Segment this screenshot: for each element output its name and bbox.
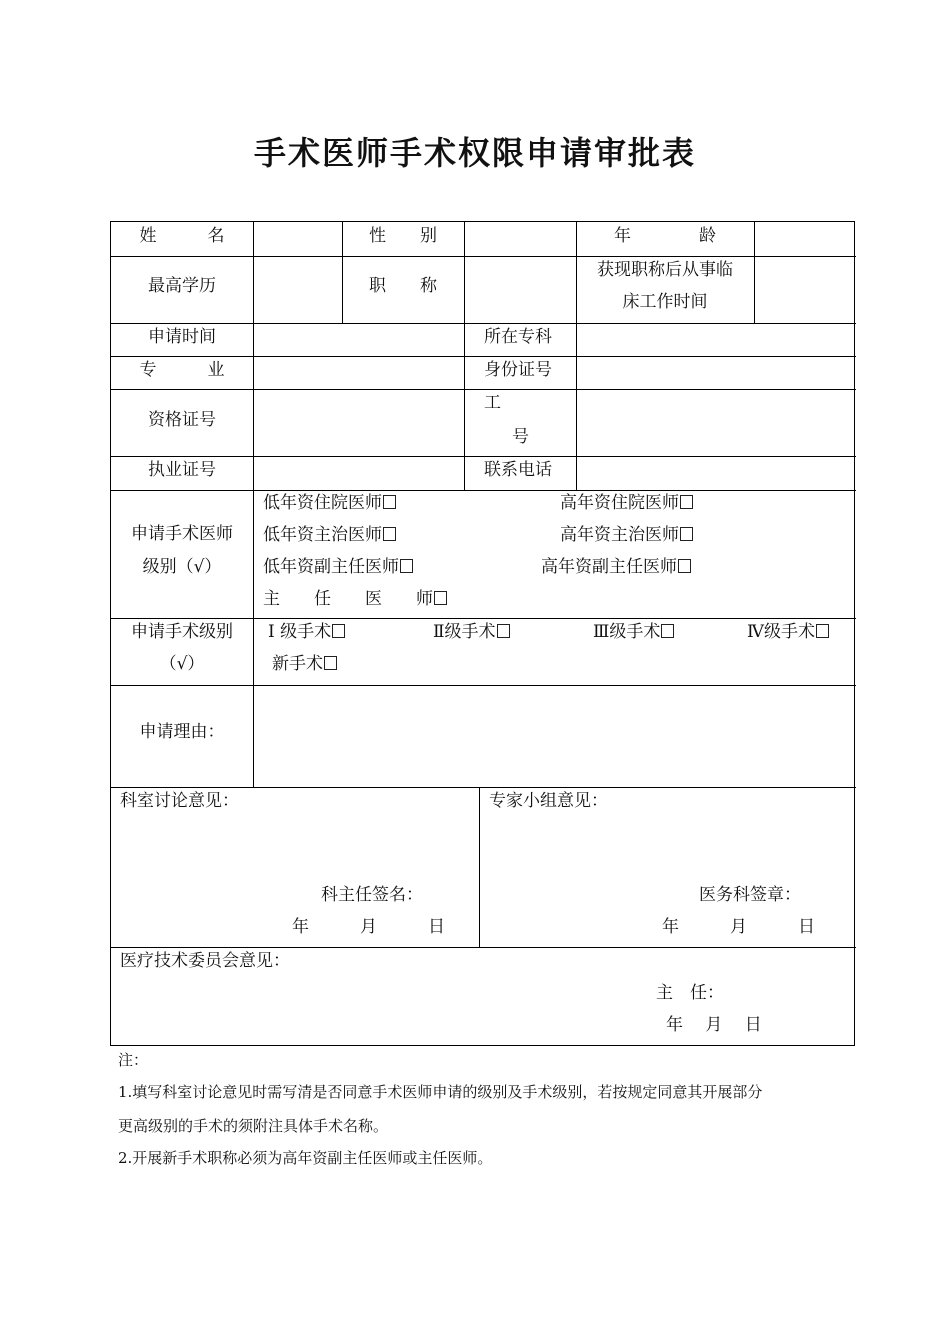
education-label: 最高学历 bbox=[148, 276, 216, 296]
checkbox-icon[interactable] bbox=[383, 495, 396, 509]
row-divider bbox=[111, 256, 856, 257]
checkbox-icon[interactable] bbox=[497, 624, 510, 638]
row-divider bbox=[111, 490, 856, 491]
clinical-time-label-line1: 获现职称后从事临 bbox=[597, 260, 733, 280]
row-divider bbox=[111, 456, 856, 457]
row-divider bbox=[111, 618, 856, 619]
committee-opinion-label: 医疗技术委员会意见： bbox=[120, 951, 290, 971]
checkbox-icon[interactable] bbox=[680, 495, 693, 509]
checkbox-icon[interactable] bbox=[332, 624, 345, 638]
doctor-level-option[interactable]: 高年资主治医师 bbox=[560, 525, 693, 545]
qualification-no-label: 资格证号 bbox=[148, 410, 216, 430]
row-divider bbox=[111, 947, 856, 948]
row-divider bbox=[111, 685, 856, 686]
checkbox-icon[interactable] bbox=[816, 624, 829, 638]
clinical-time-label-line2: 床工作时间 bbox=[622, 292, 708, 312]
surgery-level-option[interactable]: Ⅰ 级手术 bbox=[268, 622, 345, 642]
col-divider bbox=[479, 787, 480, 947]
surgery-level-option[interactable]: Ⅲ级手术 bbox=[593, 622, 674, 642]
doctor-level-option[interactable]: 主 任 医 师 bbox=[263, 589, 447, 609]
row-divider bbox=[111, 389, 856, 390]
doctor-level-option[interactable]: 高年资住院医师 bbox=[560, 493, 693, 513]
checkbox-icon[interactable] bbox=[383, 527, 396, 541]
checkbox-icon[interactable] bbox=[324, 656, 337, 670]
name-label: 姓 名 bbox=[139, 226, 225, 246]
work-no-label-line2: 号 bbox=[512, 427, 529, 447]
notes-heading: 注： bbox=[118, 1051, 149, 1069]
checkbox-icon[interactable] bbox=[678, 559, 691, 573]
row-divider bbox=[111, 356, 856, 357]
checkbox-icon[interactable] bbox=[400, 559, 413, 573]
committee-director-label: 主 任： bbox=[656, 983, 724, 1003]
expert-opinion-date: 年 月 日 bbox=[662, 917, 815, 937]
row-divider bbox=[111, 323, 856, 324]
approval-form-table bbox=[110, 221, 855, 1046]
medical-affairs-seal-label: 医务科签章： bbox=[699, 885, 801, 905]
doctor-level-label-line1: 申请手术医师 bbox=[131, 524, 233, 544]
dept-head-signature-label: 科主任签名： bbox=[321, 885, 423, 905]
job-title-label: 职 称 bbox=[369, 276, 437, 296]
note-line: 1.填写科室讨论意见时需写清是否同意手术医师申请的级别及手术级别，若按规定同意其开展部分 bbox=[118, 1083, 763, 1101]
reason-label: 申请理由： bbox=[139, 722, 225, 742]
expert-opinion-label: 专家小组意见： bbox=[489, 791, 608, 811]
note-line: 2.开展新手术职称必须为高年资副主任医师或主任医师。 bbox=[118, 1149, 493, 1167]
doctor-level-option[interactable]: 低年资住院医师 bbox=[263, 493, 396, 513]
dept-opinion-date: 年 月 日 bbox=[292, 917, 445, 937]
note-line: 更高级别的手术的须附注具体手术名称。 bbox=[118, 1117, 389, 1135]
apply-time-label: 申请时间 bbox=[148, 327, 216, 347]
col-divider bbox=[464, 222, 465, 323]
committee-opinion-date: 年 月 日 bbox=[666, 1015, 762, 1035]
checkbox-icon[interactable] bbox=[661, 624, 674, 638]
checkbox-icon[interactable] bbox=[680, 527, 693, 541]
doctor-level-option[interactable]: 高年资副主任医师 bbox=[541, 557, 691, 577]
specialty-label: 专 业 bbox=[139, 360, 225, 380]
surgery-level-label-line1: 申请手术级别 bbox=[131, 622, 233, 642]
doctor-level-option[interactable]: 低年资主治医师 bbox=[263, 525, 396, 545]
dept-opinion-label: 科室讨论意见： bbox=[120, 791, 239, 811]
phone-label: 联系电话 bbox=[484, 460, 552, 480]
surgery-level-option[interactable]: 新手术 bbox=[272, 654, 337, 674]
doctor-level-label-line2: 级别（√） bbox=[142, 557, 222, 577]
work-no-label-line1: 工 bbox=[484, 393, 501, 413]
id-number-label: 身份证号 bbox=[484, 360, 552, 380]
practice-no-label: 执业证号 bbox=[148, 460, 216, 480]
col-divider bbox=[754, 222, 755, 323]
doctor-level-option[interactable]: 低年资副主任医师 bbox=[263, 557, 413, 577]
col-divider bbox=[464, 323, 465, 490]
age-label: 年 龄 bbox=[614, 226, 716, 246]
surgery-level-label-line2: （√） bbox=[159, 654, 205, 674]
surgery-level-option[interactable]: Ⅱ级手术 bbox=[433, 622, 510, 642]
department-label: 所在专科 bbox=[484, 327, 552, 347]
checkbox-icon[interactable] bbox=[434, 591, 447, 605]
surgery-level-option[interactable]: Ⅳ级手术 bbox=[747, 622, 829, 642]
col-divider bbox=[253, 222, 254, 787]
page-title: 手术医师手术权限申请审批表 bbox=[253, 134, 696, 172]
gender-label: 性 别 bbox=[369, 226, 437, 246]
row-divider bbox=[111, 787, 856, 788]
